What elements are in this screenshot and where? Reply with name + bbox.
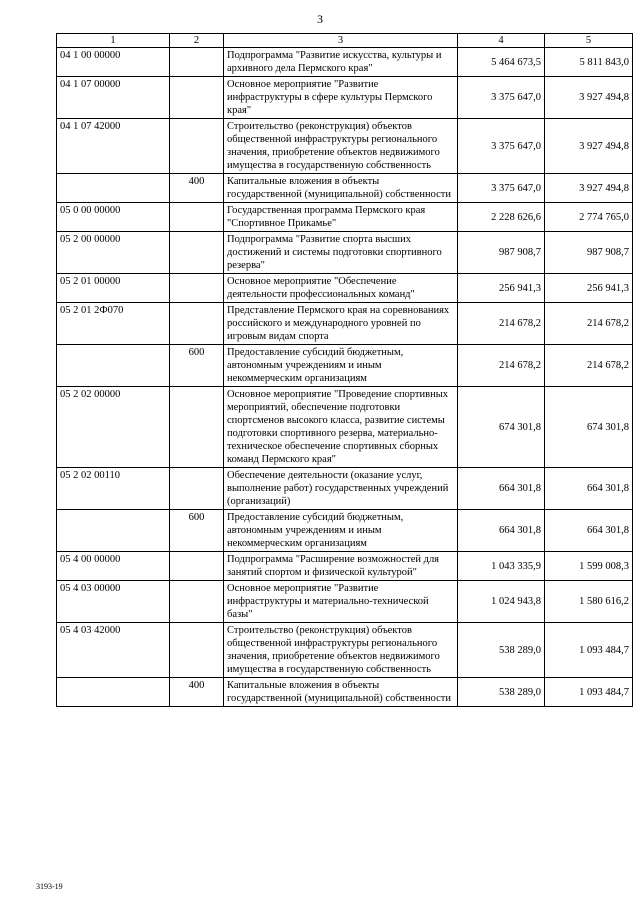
row-code-cell: 05 2 01 2Ф070 xyxy=(57,303,170,345)
row-code-cell: 05 0 00 00000 xyxy=(57,203,170,232)
row-expense-type-cell: 400 xyxy=(170,174,224,203)
row-code-cell: 05 4 03 00000 xyxy=(57,581,170,623)
row-amount-col5-cell: 664 301,8 xyxy=(545,510,633,552)
row-amount-col4-cell: 5 464 673,5 xyxy=(458,48,545,77)
row-amount-col5-cell: 256 941,3 xyxy=(545,274,633,303)
table-row xyxy=(57,174,633,203)
table-row xyxy=(57,623,633,678)
row-amount-col5-cell: 3 927 494,8 xyxy=(545,77,633,119)
row-name-cell: Основное мероприятие "Развитие инфраструктуры и материально-технической базы" xyxy=(224,581,458,623)
column-header-row xyxy=(57,34,633,48)
row-expense-type-cell xyxy=(170,303,224,345)
row-code-cell: 05 2 00 00000 xyxy=(57,232,170,274)
page-number: 3 xyxy=(317,12,323,26)
row-amount-col4-cell: 1 024 943,8 xyxy=(458,581,545,623)
row-amount-col5-cell: 1 093 484,7 xyxy=(545,623,633,678)
row-name-cell: Капитальные вложения в объекты государственной (муниципальной) собственности xyxy=(224,174,458,203)
row-expense-type-cell xyxy=(170,387,224,468)
table-row xyxy=(57,203,633,232)
row-amount-col5-cell: 987 908,7 xyxy=(545,232,633,274)
row-amount-col4-cell: 3 375 647,0 xyxy=(458,174,545,203)
table-row xyxy=(57,303,633,345)
row-code-cell xyxy=(57,174,170,203)
row-amount-col5-cell: 214 678,2 xyxy=(545,303,633,345)
table-row xyxy=(57,119,633,174)
row-code-cell: 05 2 02 00110 xyxy=(57,468,170,510)
row-amount-col4-cell: 214 678,2 xyxy=(458,345,545,387)
row-expense-type-cell xyxy=(170,203,224,232)
row-name-cell: Строительство (реконструкция) объектов общественной инфраструктуры регионального значения, приобретение объектов недвижимого имущества в государственную собственность xyxy=(224,119,458,174)
row-amount-col5-cell: 3 927 494,8 xyxy=(545,119,633,174)
row-amount-col5-cell: 214 678,2 xyxy=(545,345,633,387)
row-code-cell: 05 4 03 42000 xyxy=(57,623,170,678)
row-amount-col4-cell: 538 289,0 xyxy=(458,623,545,678)
row-name-cell: Основное мероприятие "Проведение спортивных мероприятий, обеспечение подготовки спортсменов высокого класса, развитие системы подготовки спортивного резерва, материально-техническое обеспечение спортивных сборных команд Пермского края" xyxy=(224,387,458,468)
row-amount-col4-cell: 1 043 335,9 xyxy=(458,552,545,581)
row-amount-col5-cell: 5 811 843,0 xyxy=(545,48,633,77)
row-amount-col4-cell: 664 301,8 xyxy=(458,468,545,510)
row-amount-col4-cell: 674 301,8 xyxy=(458,387,545,468)
row-expense-type-cell xyxy=(170,119,224,174)
row-code-cell: 05 2 01 00000 xyxy=(57,274,170,303)
row-amount-col5-cell: 3 927 494,8 xyxy=(545,174,633,203)
row-amount-col5-cell: 1 580 616,2 xyxy=(545,581,633,623)
row-expense-type-cell xyxy=(170,77,224,119)
row-amount-col4-cell: 538 289,0 xyxy=(458,678,545,707)
row-expense-type-cell xyxy=(170,623,224,678)
row-amount-col4-cell: 664 301,8 xyxy=(458,510,545,552)
row-code-cell: 05 2 02 00000 xyxy=(57,387,170,468)
row-name-cell: Представление Пермского края на соревнованиях российского и международного уровней по игровым видам спорта xyxy=(224,303,458,345)
row-expense-type-cell xyxy=(170,552,224,581)
table-row xyxy=(57,232,633,274)
table-row xyxy=(57,468,633,510)
row-code-cell: 04 1 00 00000 xyxy=(57,48,170,77)
row-code-cell xyxy=(57,345,170,387)
row-name-cell: Основное мероприятие "Обеспечение деятельности профессиональных команд" xyxy=(224,274,458,303)
row-amount-col4-cell: 987 908,7 xyxy=(458,232,545,274)
row-code-cell: 04 1 07 42000 xyxy=(57,119,170,174)
table-row xyxy=(57,552,633,581)
row-code-cell xyxy=(57,678,170,707)
row-amount-col5-cell: 1 093 484,7 xyxy=(545,678,633,707)
row-expense-type-cell xyxy=(170,581,224,623)
row-code-cell: 05 4 00 00000 xyxy=(57,552,170,581)
row-name-cell: Предоставление субсидий бюджетным, автономным учреждениям и иным некоммерческим организациям xyxy=(224,345,458,387)
table-row xyxy=(57,678,633,707)
row-amount-col4-cell: 2 228 626,6 xyxy=(458,203,545,232)
budget-table-body xyxy=(57,34,633,707)
row-name-cell: Основное мероприятие "Развитие инфраструктуры в сфере культуры Пермского края" xyxy=(224,77,458,119)
budget-table xyxy=(56,33,633,707)
document-footer-code: 3193-19 xyxy=(36,882,63,891)
row-name-cell: Предоставление субсидий бюджетным, автономным учреждениям и иным некоммерческим организациям xyxy=(224,510,458,552)
row-amount-col4-cell: 3 375 647,0 xyxy=(458,77,545,119)
column-header-1: 1 xyxy=(57,34,170,48)
row-amount-col4-cell: 256 941,3 xyxy=(458,274,545,303)
table-row xyxy=(57,274,633,303)
row-amount-col4-cell: 214 678,2 xyxy=(458,303,545,345)
row-expense-type-cell: 400 xyxy=(170,678,224,707)
row-name-cell: Подпрограмма "Развитие спорта высших достижений и системы подготовки спортивного резерва" xyxy=(224,232,458,274)
row-code-cell: 04 1 07 00000 xyxy=(57,77,170,119)
row-name-cell: Подпрограмма "Расширение возможностей для занятий спортом и физической культурой" xyxy=(224,552,458,581)
table-row xyxy=(57,581,633,623)
table-row xyxy=(57,77,633,119)
column-header-5: 5 xyxy=(545,34,633,48)
column-header-4: 4 xyxy=(458,34,545,48)
row-amount-col4-cell: 3 375 647,0 xyxy=(458,119,545,174)
row-name-cell: Строительство (реконструкция) объектов общественной инфраструктуры регионального значения, приобретение объектов недвижимого имущества в государственную собственность xyxy=(224,623,458,678)
row-amount-col5-cell: 674 301,8 xyxy=(545,387,633,468)
row-expense-type-cell: 600 xyxy=(170,510,224,552)
table-row xyxy=(57,48,633,77)
table-row xyxy=(57,345,633,387)
row-amount-col5-cell: 1 599 008,3 xyxy=(545,552,633,581)
row-name-cell: Подпрограмма "Развитие искусства, культуры и архивного дела Пермского края" xyxy=(224,48,458,77)
row-code-cell xyxy=(57,510,170,552)
row-expense-type-cell xyxy=(170,468,224,510)
column-header-3: 3 xyxy=(224,34,458,48)
row-expense-type-cell: 600 xyxy=(170,345,224,387)
table-row xyxy=(57,387,633,468)
row-name-cell: Государственная программа Пермского края "Спортивное Прикамье" xyxy=(224,203,458,232)
row-amount-col5-cell: 664 301,8 xyxy=(545,468,633,510)
row-name-cell: Обеспечение деятельности (оказание услуг, выполнение работ) государственных учреждений (организаций) xyxy=(224,468,458,510)
row-amount-col5-cell: 2 774 765,0 xyxy=(545,203,633,232)
column-header-2: 2 xyxy=(170,34,224,48)
row-name-cell: Капитальные вложения в объекты государственной (муниципальной) собственности xyxy=(224,678,458,707)
row-expense-type-cell xyxy=(170,48,224,77)
row-expense-type-cell xyxy=(170,274,224,303)
row-expense-type-cell xyxy=(170,232,224,274)
table-row xyxy=(57,510,633,552)
